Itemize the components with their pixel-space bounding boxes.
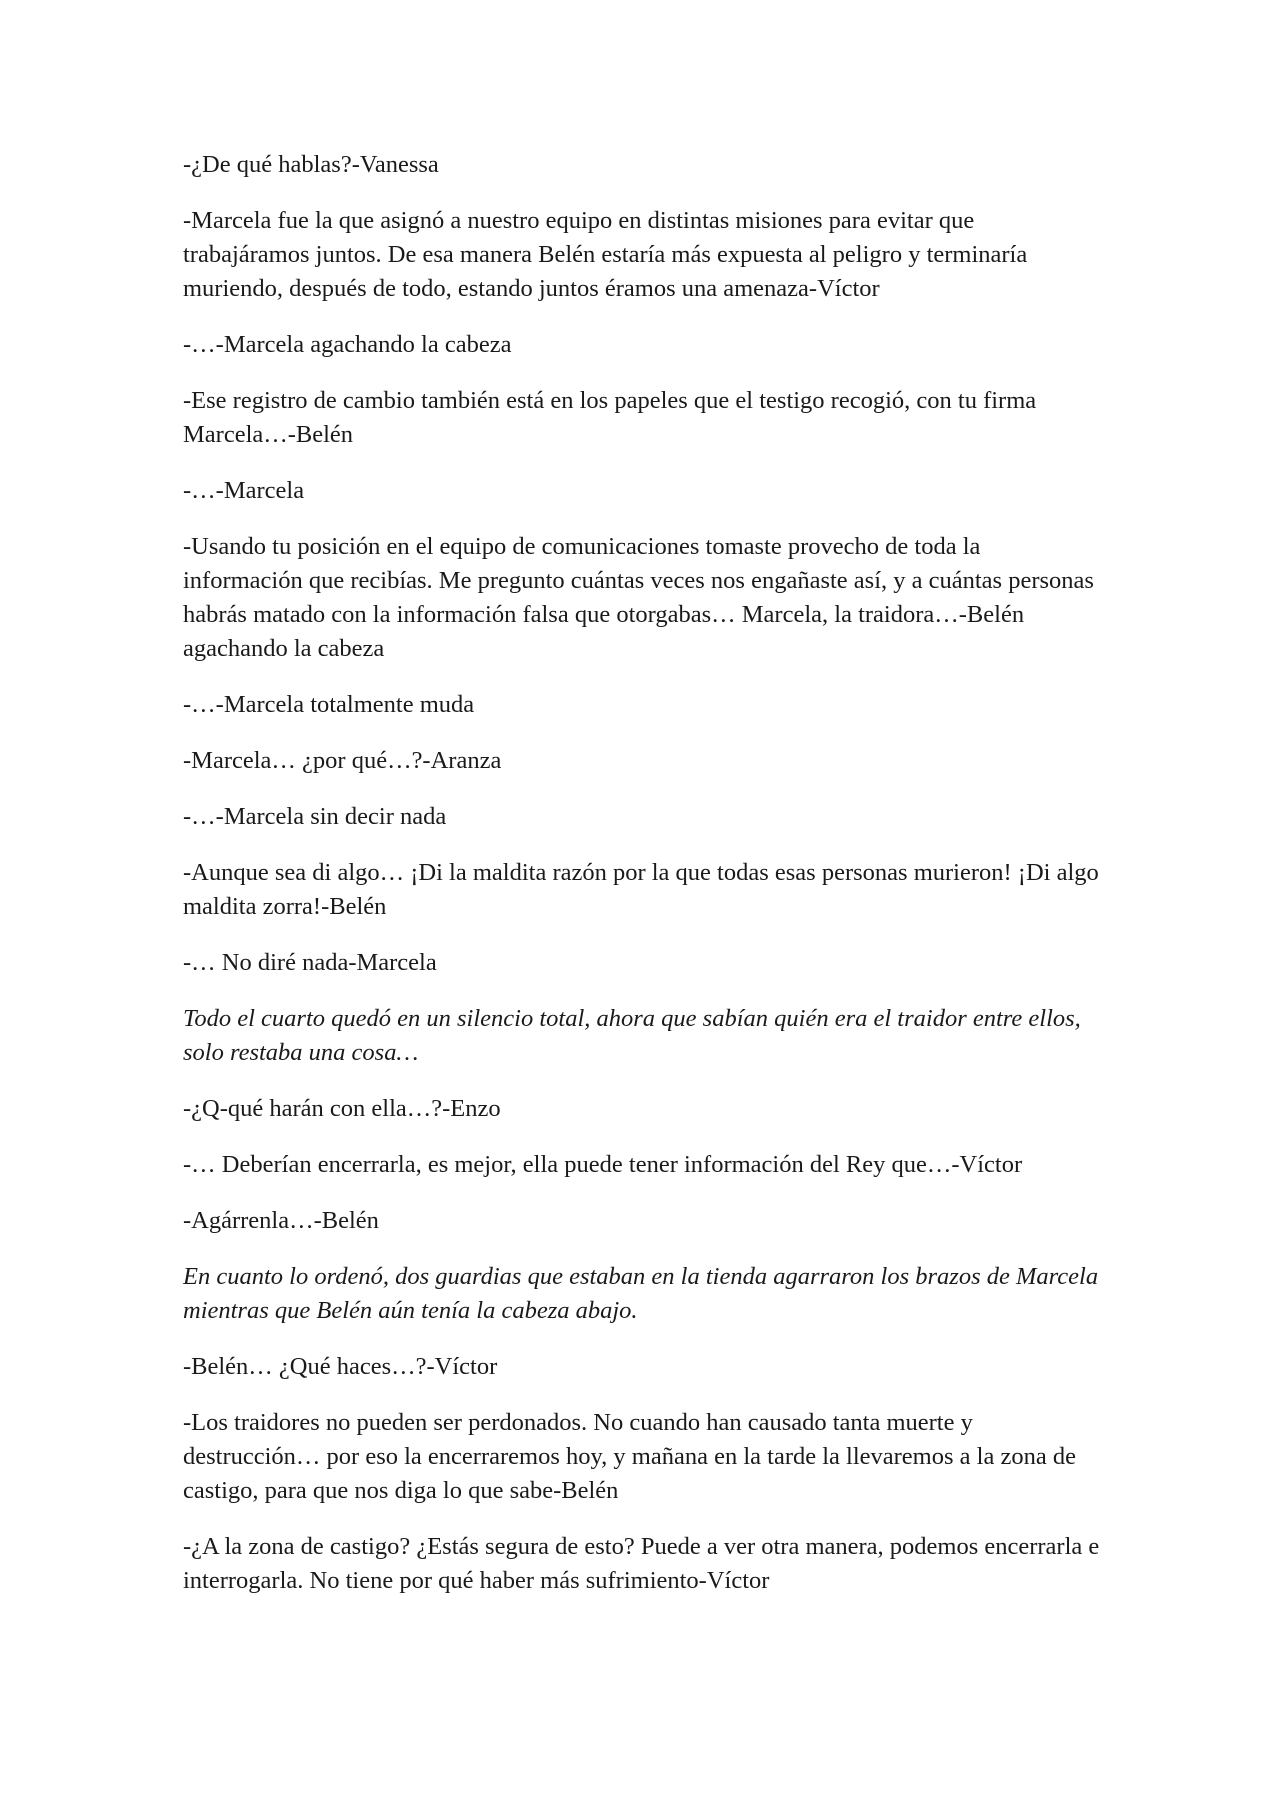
paragraph: -Marcela fue la que asignó a nuestro equipo en distintas misiones para evitar que trabajáramos juntos. De esa manera Belén estaría más expuesta al peligro y terminaría muriendo, después de todo, estando juntos éramos una amenaza-Víctor [183,207,1028,302]
paragraph: -Aunque sea di algo… ¡Di la maldita razón por la que todas esas personas murieron! ¡Di algo maldita zorra!-Belén [183,859,1099,920]
paragraph: -Marcela… ¿por qué…?-Aranza [183,747,502,774]
narration-paragraph: Todo el cuarto quedó en un silencio total, ahora que sabían quién era el traidor entre ellos, solo restaba una cosa… [183,1005,1081,1066]
paragraph: -Belén… ¿Qué haces…?-Víctor [183,1353,498,1380]
paragraph: -…-Marcela agachando la cabeza [183,331,512,358]
paragraph: -… Deberían encerrarla, es mejor, ella puede tener información del Rey que…-Víctor [183,1151,1023,1178]
paragraph: -…-Marcela [183,477,305,504]
paragraph: -¿Q-qué harán con ella…?-Enzo [183,1095,501,1122]
narration-paragraph: En cuanto lo ordenó, dos guardias que estaban en la tienda agarraron los brazos de Marcela mientras que Belén aún tenía la cabeza abajo. [183,1263,1099,1324]
paragraph: -Agárrenla…-Belén [183,1207,379,1234]
paragraph: -Los traidores no pueden ser perdonados. No cuando han causado tanta muerte y destrucción… por eso la encerraremos hoy, y mañana en la tarde la llevaremos a la zona de castigo, para que nos diga lo que sabe-Belén [183,1409,1076,1504]
paragraph: -…-Marcela sin decir nada [183,803,447,830]
paragraph: -Usando tu posición en el equipo de comunicaciones tomaste provecho de toda la información que recibías. Me pregunto cuántas veces nos engañaste así, y a cuántas personas habrás matado con la información falsa que otorgabas… Marcela, la traidora…-Belén agachando la cabeza [183,533,1094,662]
paragraph: -…-Marcela totalmente muda [183,691,475,718]
paragraph: -… No diré nada-Marcela [183,949,437,976]
paragraph: -¿De qué hablas?-Vanessa [183,151,439,178]
paragraph: -Ese registro de cambio también está en los papeles que el testigo recogió, con tu firma Marcela…-Belén [183,387,1037,448]
paragraph: -¿A la zona de castigo? ¿Estás segura de esto? Puede a ver otra manera, podemos encerrarla e interrogarla. No tiene por qué haber más sufrimiento-Víctor [183,1533,1100,1594]
document-body [183,148,1103,1620]
